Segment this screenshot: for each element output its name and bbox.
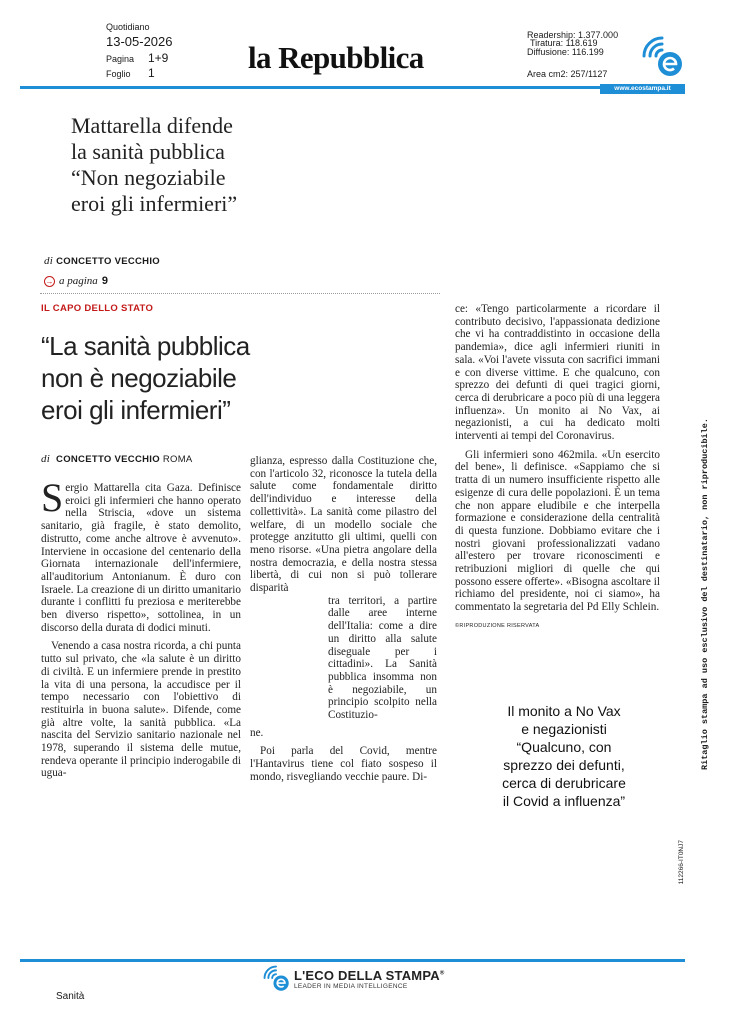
article-kicker: IL CAPO DELLO STATO: [41, 303, 154, 314]
area-stat: Area cm2: 257/1127: [527, 69, 608, 79]
clip-code: 112266-IT0NJ7: [678, 840, 685, 885]
byline-city: ROMA: [162, 454, 193, 465]
article-headline: [41, 330, 291, 426]
readership-stat: Readership: 1.377.000: [527, 30, 619, 40]
pull-quote: [444, 702, 684, 810]
article-paragraph-narrow: tra territori, a partire dalle aree interne dell'Italia: come a dire un diritto alla salute diseguale per i cittadini». La Sanità pubblica insomma non è negoziabile, un principio scolpito nella Costituzio-: [328, 594, 437, 722]
header-rule: [20, 86, 685, 89]
article-paragraph: ne.: [250, 726, 264, 739]
footer-brand-trademark: ®: [439, 970, 445, 977]
article-headline-line: “La sanità pubblica: [41, 331, 250, 361]
pull-quote-line: e negazionisti: [521, 721, 607, 737]
diffusione-stat: Diffusione: 116.199: [527, 47, 604, 57]
masthead-logo: la Repubblica: [248, 40, 424, 75]
footer-rule: [20, 959, 685, 962]
article-column-3: [455, 303, 660, 633]
article-byline: [41, 453, 193, 465]
article-paragraph: Venendo a casa nostra ricorda, a chi punta tutto sul privato, che «la salute è un diritto di civiltà. E un infermiere prende in prestito la vita di una persona, la accudisce per il tempo necessario con l'obiettivo di restituirla in buona salute». Difende, come già altre volte, la sanità pubblica. «La nascita del Servizio sanitario nazionale nel 1978, superando il sistema delle mutue, rendeva operante il principio inderogabile di ugua-: [41, 640, 241, 780]
front-headline-line: “Non negoziabile: [71, 165, 226, 190]
arrow-right-icon: →: [45, 276, 54, 286]
page-reference-number: 9: [101, 275, 108, 287]
article-paragraph: [41, 475, 241, 634]
front-headline: [71, 113, 391, 217]
reserved-notice: ©RIPRODUZIONE RISERVATA: [455, 622, 540, 629]
reproduction-notice: Ritaglio stampa ad uso esclusivo del destinatario, non riproducibile.: [700, 418, 710, 770]
page-reference-prefix: a pagina: [59, 275, 98, 287]
section-label: Sanità: [56, 991, 85, 1002]
byline-author: CONCETTO VECCHIO: [56, 256, 160, 267]
front-headline-line: eroi gli infermieri”: [71, 191, 238, 216]
pull-quote-line: Il monito a No Vax: [507, 703, 621, 719]
page-number: 1+9: [148, 51, 169, 65]
footer-tagline: LEADER IN MEDIA INTELLIGENCE: [294, 983, 408, 990]
sheet-number: 1: [148, 66, 155, 80]
pull-quote-line: cerca di derubricare: [502, 775, 626, 791]
footer-brand-name: L'ECO DELLA STAMPA: [294, 968, 440, 983]
article-paragraph: Poi parla del Covid, mentre l'Hantavirus tiene col fiato sospeso il mondo, risvegliando vecchie paure. Di-: [250, 745, 437, 783]
publication-date: 13-05-2026: [106, 34, 173, 49]
article-paragraph: glianza, espresso dalla Costituzione che, con l'articolo 32, riconosce la tutela della salute come fondamentale diritto dell'individuo e interesse della collettività». La sanità come pilastro del welfare, di un modello sociale che protegge anzitutto gli ultimi, quelli con meno risorse. «Una pietra angolare della nostra democrazia, e della nostra stessa libertà, di cui non si può tollerare disparità: [250, 455, 437, 595]
article-headline-line: non è negoziabile: [41, 363, 237, 393]
footer-brand: [294, 968, 444, 983]
front-headline-line: Mattarella difende: [71, 113, 233, 138]
article-headline-line: eroi gli infermieri”: [41, 395, 231, 425]
drop-cap: S: [41, 475, 64, 520]
ecostampa-footer-icon: [262, 964, 290, 992]
byline-author: CONCETTO VECCHIO: [56, 454, 160, 465]
article-column-1: [41, 475, 241, 786]
publication-type-label: Quotidiano: [106, 22, 150, 32]
article-paragraph: Gli infermieri sono 462mila. «Un esercito del bene», li definisce. «Sappiamo che si tratta di un numero insufficiente rispetto alle esigenze di cura delle popolazioni. È un tema che non appare eludibile e che interpella formazione e considerazione della centralità di questa funzione. Dobbiamo evitare che i nostri giovani professionalizzati vadano all'estero per trovare riconoscimenti e retribuzioni migliori di quelle che qui possono essere offerte». «Bisogna ascoltare il richiamo del presidente, noi ci siamo», ha commentato la segretaria del Pd Elly Schlein.: [455, 448, 660, 614]
page-reference[interactable]: [44, 275, 108, 287]
byline-prefix: di: [41, 453, 51, 465]
sheet-label: Foglio: [106, 69, 131, 79]
article-paragraph: ce: «Tengo particolarmente a ricordare il contributo decisivo, l'appassionata dedizione che vi ha contraddistinto in occasione della pandemia», dice agli infermieri riuniti in sala. «Voi l'avete vissuta con sacrifici immani e con diverse vittime. E che qualcuno, con sprezzo dei defunti di quei tragici giorni, cerca di derubricare a poco più di una leggera influenza». Un monito ai No Vax, ai negazionisti, a cui ha dedicato molti interventi ai tempi del Coronavirus.: [455, 303, 660, 443]
front-headline-line: la sanità pubblica: [71, 139, 225, 164]
pull-quote-line: “Qualcuno, con: [516, 739, 612, 755]
pull-quote-line: il Covid a influenza”: [502, 793, 626, 809]
page-label: Pagina: [106, 54, 135, 64]
section-divider: [40, 293, 440, 294]
byline-prefix: di: [44, 255, 54, 267]
pull-quote-line: sprezzo dei defunti,: [503, 757, 625, 773]
article-column-2: [250, 455, 437, 790]
tiratura-stat: Tiratura: 118.619: [530, 38, 598, 48]
website-link[interactable]: www.ecostampa.it: [600, 84, 685, 94]
paragraph-text: ergio Mattarella cita Gaza. Definisce eroici gli infermieri che hanno operato nella Striscia, «dove un sistema sanitario, già fragile, è stato demolito, distrutto, come anche altrove è avvenuto». Interviene in occasione del centenario della Giornata internazionale dell'infermiere, all'auditorium Antonianum. È duro con Israele. La creazione di un diritto umanitario durante i conflitti fu preziosa e meriterebbe ben diverso rispetto», sottolinea, in un discorso della durata di dodici minuti.: [41, 482, 241, 634]
ecostampa-logo-icon: [640, 34, 684, 78]
front-byline: [44, 255, 160, 267]
